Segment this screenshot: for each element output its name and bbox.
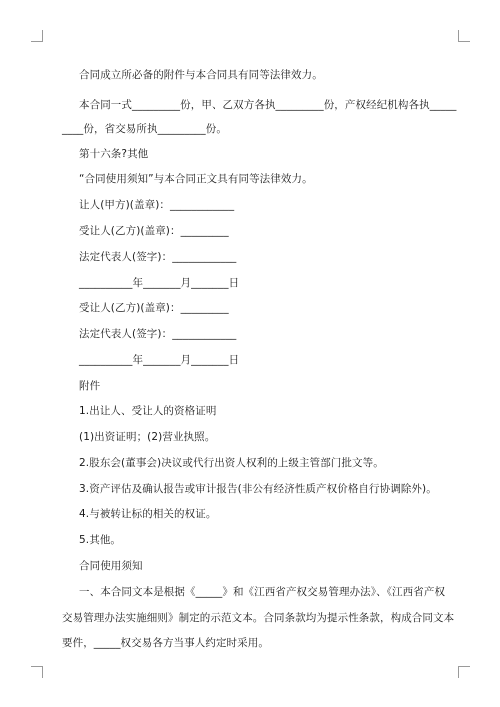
attachment-item-4: 4.与被转让标的相关的权证。 <box>79 508 217 520</box>
transferor-seal-line: 让人(甲方)(盖章)：____________ <box>79 199 235 211</box>
crop-mark-top-left <box>31 30 43 42</box>
usage-notes-para-line-3: 要件，_____权交易各方当事人约定时采用。 <box>62 637 269 649</box>
copies-clause-line-1: 本合同一式_________份，甲、乙双方各执_________份，产权经纪机构各执_____ <box>79 99 457 111</box>
legal-rep-signature-line-2: 法定代表人(签字)：____________ <box>79 328 237 340</box>
usage-notes-effect-paragraph: “合同使用须知”与本合同正文具有同等法律效力。 <box>79 173 313 185</box>
attachment-item-1-detail: (1)出资证明；(2)营业执照。 <box>79 431 216 443</box>
attachments-heading: 附件 <box>79 380 101 392</box>
usage-notes-para-line-2: 交易管理办法实施细则》制定的示范文本。合同条款均为提示性条款，构成合同文本 <box>62 612 455 624</box>
crop-mark-bottom-left <box>31 666 43 678</box>
usage-notes-heading: 合同使用须知 <box>79 560 143 572</box>
transferee-seal-line: 受让人(乙方)(盖章)：_________ <box>79 225 229 237</box>
article-16-heading: 第十六条?其他 <box>79 148 149 160</box>
copies-clause-line-2: ____份，省交易所执_________份。 <box>62 123 227 135</box>
attachment-item-2: 2.股东会(董事会)决议或代行出资人权利的上级主管部门批文等。 <box>79 457 384 469</box>
date-line: __________年_______月_______日 <box>79 277 240 289</box>
attachment-effect-paragraph: 合同成立所必备的附件与本合同具有同等法律效力。 <box>79 69 323 81</box>
attachment-item-3: 3.资产评估及确认报告或审计报告(非公有经济性质产权价格自行协调除外)。 <box>79 483 437 495</box>
attachment-item-5: 5.其他。 <box>79 534 122 546</box>
usage-notes-para-line-1: 一、本合同文本是根据《_____》和《江西省产权交易管理办法》、《江西省产权 <box>79 586 446 598</box>
date-line-2: __________年_______月_______日 <box>79 354 240 366</box>
crop-mark-top-right <box>458 30 470 42</box>
crop-mark-bottom-right <box>458 666 470 678</box>
transferee-seal-line-2: 受让人(乙方)(盖章)：_________ <box>79 302 229 314</box>
attachment-item-1: 1.出让人、受让人的资格证明 <box>79 405 217 417</box>
legal-rep-signature-line: 法定代表人(签字)：____________ <box>79 251 237 263</box>
